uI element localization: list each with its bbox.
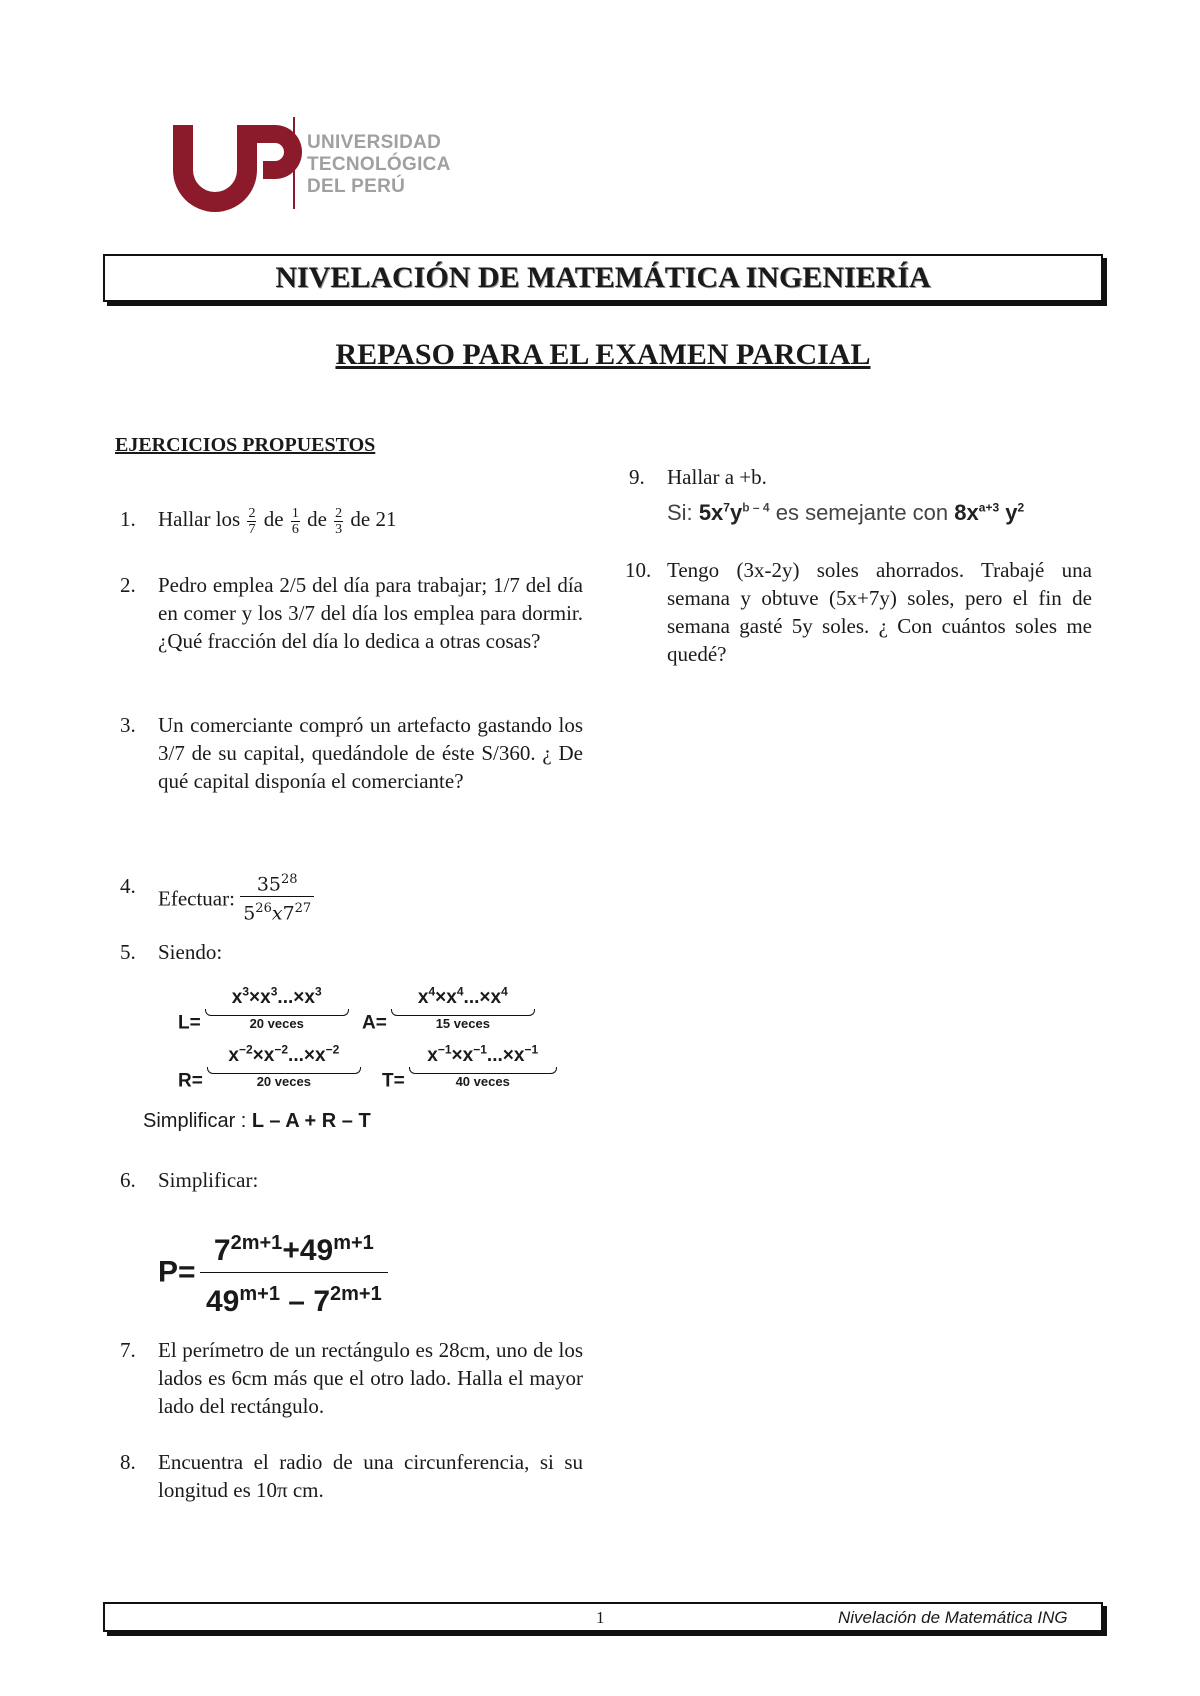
exercise-10 bbox=[625, 556, 1092, 668]
base: 49 bbox=[299, 1234, 334, 1267]
logo-line-2: TECNOLÓGICA bbox=[307, 154, 451, 175]
denominator bbox=[200, 1273, 388, 1323]
product-terms: $x^{-1}\times x^{-1}...\times x^{-1}$ bbox=[427, 1043, 539, 1067]
term-exp: 3 bbox=[242, 985, 250, 999]
denominator: 6 bbox=[291, 521, 299, 537]
exponent: a+3 bbox=[978, 500, 1000, 515]
term-base: x bbox=[314, 1045, 326, 1067]
term-base: x bbox=[228, 1045, 239, 1067]
base: 5 bbox=[243, 902, 256, 925]
exercise-text: Hallar a +b. bbox=[667, 465, 767, 489]
exercise-number: 5. bbox=[120, 940, 136, 964]
exercise-6 bbox=[120, 1166, 583, 1194]
numerator: 1 bbox=[291, 505, 299, 521]
exercise-number: 10. bbox=[625, 558, 652, 582]
base: 7 bbox=[282, 902, 295, 925]
logo-line-3: DEL PERÚ bbox=[307, 176, 406, 197]
exercise-number: 3. bbox=[120, 713, 136, 737]
exercise-number: 7. bbox=[120, 1338, 136, 1362]
term-exp: −1 bbox=[524, 1043, 539, 1057]
product bbox=[205, 985, 349, 1031]
exponent: m+1 bbox=[333, 1232, 374, 1254]
term-base: x bbox=[427, 1045, 438, 1067]
term-exp: −2 bbox=[238, 1043, 253, 1057]
exponent: 2m+1 bbox=[330, 1283, 382, 1305]
exponent: 7 bbox=[723, 500, 730, 515]
product-terms: $x^4\times x^4...\times x^4$ bbox=[417, 985, 508, 1009]
product bbox=[207, 1043, 361, 1089]
fraction bbox=[334, 506, 343, 537]
term-exp: 3 bbox=[314, 985, 322, 999]
fraction bbox=[291, 506, 300, 537]
lhs: A= bbox=[362, 1012, 387, 1034]
exponent: 26 bbox=[255, 901, 272, 917]
term-base: x bbox=[260, 987, 271, 1009]
lhs: L= bbox=[178, 1012, 201, 1034]
base: 7 bbox=[213, 1234, 231, 1267]
exercise-8 bbox=[120, 1448, 583, 1504]
count-label: 40 veces bbox=[455, 1074, 510, 1090]
page-number: 1 bbox=[596, 1608, 605, 1627]
exercise-5 bbox=[120, 938, 583, 966]
product-terms: $x^{-2}\times x^{-2}...\times x^{-2}$ bbox=[228, 1043, 340, 1067]
product bbox=[409, 1043, 557, 1089]
term-base: x bbox=[513, 1045, 525, 1067]
expression-R bbox=[178, 1043, 361, 1092]
lhs: T= bbox=[382, 1070, 405, 1092]
term-exp: −2 bbox=[274, 1043, 289, 1057]
expression-T bbox=[382, 1043, 557, 1092]
term-exp: −1 bbox=[473, 1043, 487, 1057]
base: 7 bbox=[313, 1285, 331, 1318]
exercise-text: Pedro emplea 2/5 del día para trabajar; 1/7 del día en comer y los 3/7 del día los emplea para dormir. ¿Qué fracción del día lo dedica a otras cosas? bbox=[158, 573, 583, 653]
term-base: x bbox=[263, 1045, 275, 1067]
count-label: 20 veces bbox=[249, 1016, 304, 1032]
term-exp: −1 bbox=[437, 1043, 452, 1057]
simplify-label: Simplificar : bbox=[143, 1110, 247, 1132]
exponent: 2 bbox=[1017, 500, 1025, 515]
term-base: x bbox=[231, 987, 243, 1009]
term-exp: 3 bbox=[270, 985, 278, 999]
denominator: 7 bbox=[248, 521, 256, 537]
section-heading: EJERCICIOS PROPUESTOS bbox=[115, 434, 376, 456]
exercise-text: Siendo: bbox=[158, 940, 223, 964]
term-base: x bbox=[446, 987, 457, 1009]
similarity-condition bbox=[667, 500, 1024, 526]
exercise-text: de bbox=[307, 507, 327, 531]
term-exp: −2 bbox=[325, 1043, 340, 1057]
condition-text: es semejante con bbox=[775, 500, 949, 525]
numerator: 2 bbox=[248, 505, 256, 521]
university-name bbox=[307, 132, 451, 198]
exercise-4 bbox=[120, 872, 583, 930]
term: y bbox=[1005, 500, 1018, 525]
lhs: P= bbox=[158, 1255, 196, 1289]
underbrace bbox=[207, 1067, 361, 1074]
variable: x bbox=[271, 902, 283, 925]
term-exp: 4 bbox=[428, 985, 436, 999]
exercise-text: de bbox=[263, 507, 284, 531]
fraction bbox=[200, 1222, 388, 1323]
term: 5x bbox=[698, 500, 724, 525]
document-title: NIVELACIÓN DE MATEMÁTICA INGENIERÍA bbox=[275, 261, 931, 294]
exercise-number: 2. bbox=[120, 573, 136, 597]
footer-course-name: Nivelación de Matemática ING bbox=[838, 1608, 1068, 1627]
exponent: b – 4 bbox=[742, 500, 770, 515]
exponent: 27 bbox=[294, 901, 312, 917]
numerator bbox=[240, 868, 314, 897]
exercise-7 bbox=[120, 1336, 583, 1420]
title-box bbox=[103, 254, 1103, 302]
term-exp: 4 bbox=[456, 985, 464, 999]
term-base: x bbox=[462, 1045, 474, 1067]
operator: + bbox=[282, 1234, 300, 1267]
exercise-text: Un comerciante compró un artefacto gastando los 3/7 de su capital, quedándole de éste S/360. ¿ De qué capital disponía el comerciante? bbox=[158, 713, 583, 793]
simplify-line bbox=[143, 1110, 371, 1133]
exercise-1 bbox=[120, 505, 583, 537]
lhs: R= bbox=[178, 1070, 203, 1092]
exercise-number: 4. bbox=[120, 874, 136, 898]
expression-A bbox=[362, 985, 535, 1034]
document-subtitle: REPASO PARA EL EXAMEN PARCIAL bbox=[335, 338, 871, 371]
term: y bbox=[729, 500, 743, 525]
term-base: x bbox=[490, 987, 502, 1009]
exponent: 28 bbox=[281, 872, 298, 887]
product bbox=[391, 985, 535, 1031]
numerator bbox=[200, 1222, 388, 1273]
exercise-text: Encuentra el radio de una circunferencia, si su longitud es 10π cm. bbox=[158, 1450, 583, 1502]
exercise-text: Hallar los bbox=[158, 507, 241, 531]
exercise-number: 9. bbox=[629, 465, 645, 489]
operator: – bbox=[288, 1285, 305, 1318]
expression-P bbox=[158, 1222, 388, 1323]
numerator: 2 bbox=[335, 505, 343, 521]
exercise-text: Tengo (3x-2y) soles ahorrados. Trabajé una semana y obtuve (5x+7y) soles, pero el fin de semana gasté 5y soles. ¿ Con cuántos soles me quedé? bbox=[667, 558, 1092, 666]
condition-label: Si: bbox=[667, 500, 693, 525]
count-label: 15 veces bbox=[435, 1016, 490, 1032]
exercise-text: El perímetro de un rectángulo es 28cm, uno de los lados es 6cm más que el otro lado. Halla el mayor lado del rectángulo. bbox=[158, 1338, 583, 1418]
expression-L bbox=[178, 985, 349, 1034]
base: 35 bbox=[256, 873, 282, 896]
count-label: 20 veces bbox=[256, 1074, 311, 1090]
simplify-expression: L – A + R – T bbox=[251, 1110, 371, 1132]
power-fraction bbox=[240, 868, 314, 926]
exercise-9 bbox=[629, 463, 1092, 491]
product-terms: $x^3\times x^3...\times x^3$ bbox=[231, 985, 322, 1009]
exponent: 2m+1 bbox=[230, 1232, 283, 1254]
term-exp: 4 bbox=[501, 985, 508, 999]
exercise-number: 6. bbox=[120, 1168, 136, 1192]
term-base: x bbox=[417, 987, 429, 1009]
exercise-number: 8. bbox=[120, 1450, 136, 1474]
underbrace bbox=[391, 1009, 535, 1016]
underbrace bbox=[205, 1009, 349, 1016]
exercise-text: Simplificar: bbox=[158, 1168, 259, 1192]
exercise-number: 1. bbox=[120, 507, 136, 531]
underbrace bbox=[409, 1067, 557, 1074]
exercise-text: de 21 bbox=[350, 507, 397, 531]
exercise-2 bbox=[120, 571, 583, 655]
denominator bbox=[240, 897, 314, 925]
logo-line-1: UNIVERSIDAD bbox=[307, 132, 442, 153]
exercise-text: Efectuar: bbox=[158, 886, 235, 911]
fraction bbox=[247, 506, 256, 537]
term-base: x bbox=[304, 987, 315, 1009]
term: 8x bbox=[954, 500, 979, 525]
denominator: 3 bbox=[335, 521, 343, 537]
exponent: m+1 bbox=[239, 1283, 280, 1305]
exercise-3 bbox=[120, 711, 583, 795]
base: 49 bbox=[205, 1285, 240, 1318]
